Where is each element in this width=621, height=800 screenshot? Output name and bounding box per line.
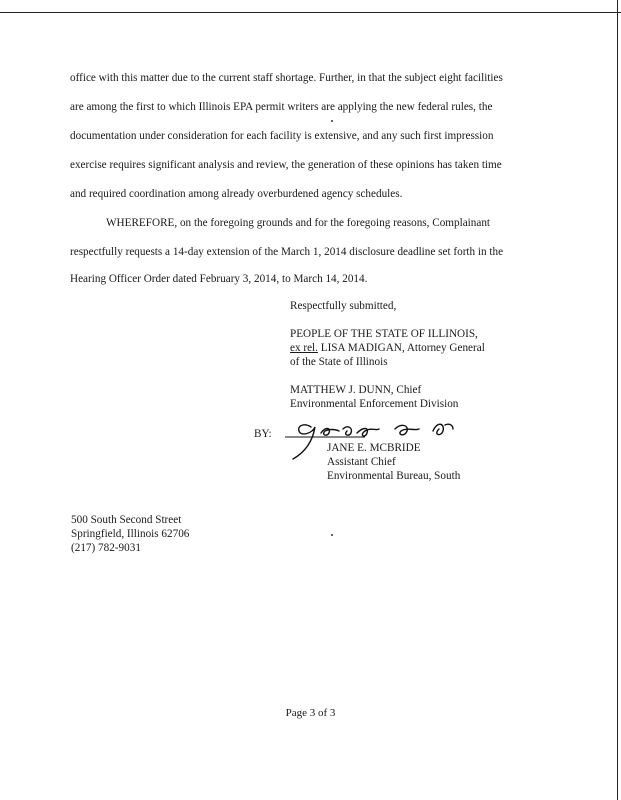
wherefore-line-1: WHEREFORE, on the foregoing grounds and for the foregoing reasons, Complainant <box>106 217 491 229</box>
address-phone: (217) 782-9031 <box>71 542 141 554</box>
of-state-of-illinois: of the State of Illinois <box>290 356 388 368</box>
wherefore-line-2: respectfully requests a 14-day extension of the March 1, 2014 disclosure deadline set forth in the <box>70 246 504 258</box>
body-line-3: documentation under consideration for each facility is extensive, and any such first impression <box>70 130 494 142</box>
attorney-general: LISA MADIGAN, Attorney General <box>320 342 485 354</box>
signer-title: Assistant Chief <box>327 456 396 468</box>
address-city: Springfield, Illinois 62706 <box>71 528 190 540</box>
ex-rel: ex rel. <box>290 342 318 354</box>
people-of-illinois: PEOPLE OF THE STATE OF ILLINOIS, <box>290 328 478 340</box>
body-line-5: and required coordination among already overburdened agency schedules. <box>70 188 403 200</box>
scan-edge-right <box>617 0 618 800</box>
body-line-1: office with this matter due to the current staff shortage. Further, in that the subject eight facilities <box>70 72 503 84</box>
scan-speck <box>331 534 333 536</box>
signer-name: JANE E. MCBRIDE <box>327 442 421 454</box>
attorney-general-line <box>290 342 485 355</box>
wherefore-line-3: Hearing Officer Order dated February 3, 2014, to March 14, 2014. <box>70 273 368 285</box>
scan-speck <box>331 120 333 122</box>
signer-bureau: Environmental Bureau, South <box>327 470 461 482</box>
chief-name: MATTHEW J. DUNN, Chief <box>290 384 422 396</box>
division-name: Environmental Enforcement Division <box>290 398 459 410</box>
by-label: BY: <box>254 428 272 440</box>
body-line-4: exercise requires significant analysis and review, the generation of these opinions has taken time <box>70 159 502 171</box>
body-line-2: are among the first to which Illinois EPA permit writers are applying the new federal rules, the <box>70 101 493 113</box>
address-street: 500 South Second Street <box>71 514 182 526</box>
respectfully-submitted: Respectfully submitted, <box>290 300 397 312</box>
page-number: Page 3 of 3 <box>285 707 336 719</box>
scan-edge-top <box>0 12 621 13</box>
